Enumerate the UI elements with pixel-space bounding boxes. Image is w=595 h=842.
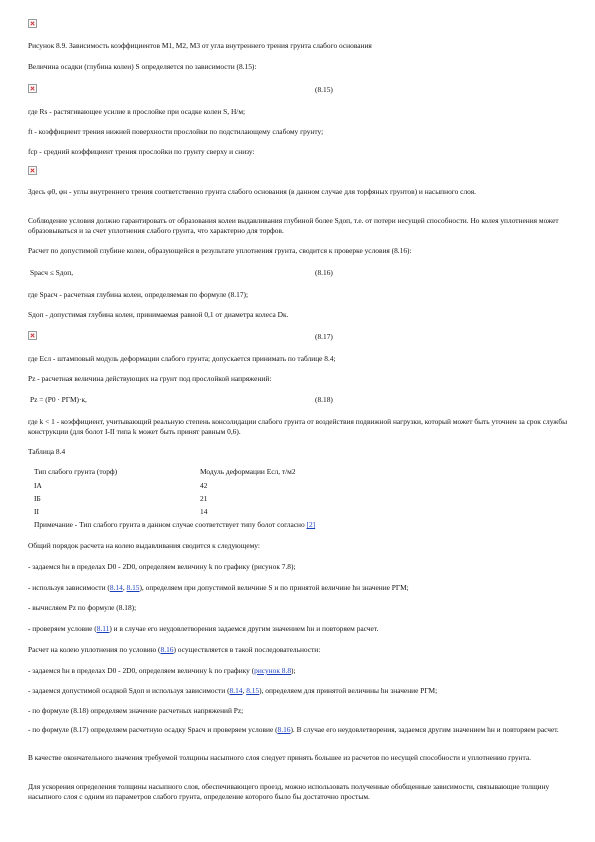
list-item-text: - проверяем условие (	[28, 624, 97, 633]
equation: Pz = (P0 · PГМ)·к,	[30, 395, 87, 404]
list-item-text: ,	[242, 686, 247, 695]
figure-caption: Рисунок 8.9. Зависимость коэффициентов M1, M2, M3 от угла внутреннего трения грунта слабого основания	[28, 41, 372, 50]
paragraph: Величина осадки (глубина колеи) S определяется по зависимости (8.15):	[28, 62, 257, 71]
table-cell: II	[34, 507, 39, 516]
equation-number: (8.16)	[315, 268, 333, 277]
reference-link[interactable]: [2]	[306, 520, 316, 529]
definition-line: где Eсл - штамповый модуль деформации слабого грунта; допускается принимать по таблице 8.4;	[28, 354, 336, 363]
paragraph-text: ) осуществляется в такой последовательности:	[173, 645, 321, 654]
table-cell: IA	[34, 481, 42, 490]
table-cell: 42	[200, 481, 208, 490]
list-item	[28, 686, 437, 696]
list-item: - по формуле (8.18) определяем значение расчетных напряжений Pz;	[28, 706, 244, 715]
definition-line: Pz - расчетная величина действующих на грунт под прослойкой напряжений:	[28, 374, 272, 383]
equation-number: (8.15)	[315, 85, 333, 94]
list-item-text: - задаемся допустимой осадкой Sдоп и используя зависимости (	[28, 686, 230, 695]
list-item	[28, 624, 378, 634]
list-item	[28, 583, 409, 593]
definition-line: где Rs - растягивающее усилие в прослойке при осадке колеи S, Н/м;	[28, 107, 246, 116]
table-header-cell: Тип слабого грунта (торф)	[34, 467, 118, 476]
formula-link-8-11[interactable]: 8.11	[96, 624, 110, 633]
formula-link-8-14[interactable]: 8.14	[109, 583, 123, 592]
equation: Sрасч ≤ Sдоп,	[30, 268, 74, 277]
paragraph: Соблюдение условия должно гарантировать от образования колеи выдавливания глубиной более Sдоп, т.е. от потери несущей способности. Но колея уплотнения может образовываться и за счет уплотнения слабого грунта, что характерно для торфов.	[28, 216, 559, 235]
broken-image-icon	[28, 84, 37, 93]
list-item: - вычисляем Pz по формуле (8.18);	[28, 603, 137, 612]
list-item-text: - по формуле (8.17) определяем расчетную осадку Sрасч и проверяем условие (	[28, 725, 278, 734]
paragraph: Общий порядок расчета на колею выдавливания сводится к следующему:	[28, 541, 260, 550]
broken-image-icon	[28, 331, 37, 340]
table-title: Таблица 8.4	[28, 447, 66, 456]
list-item-text: ), определяем при допустимой величине S и по принятой величине hн значение PГМ;	[139, 583, 409, 592]
paragraph: где k < 1 - коэффициент, учитывающий реальную степень консолидации слабого грунта от воздействия подвижной нагрузки, который может быть уточнен за срок службы конструкции (для болот I-II типа k может быть принят равным 0,6).	[28, 417, 568, 436]
paragraph: В качестве окончательного значения требуемой толщины насыпного слоя следует принять большее из расчетов по несущей способности и уплотнению грунта.	[28, 753, 531, 762]
table-header-cell: Модуль деформации Eсл, т/м2	[200, 467, 296, 476]
list-item-text: - используя зависимости (	[28, 583, 110, 592]
equation-number: (8.18)	[315, 395, 333, 404]
definition-line: fср - средний коэффициент трения прослойки по грунту сверху и снизу:	[28, 147, 255, 156]
table-note	[34, 520, 315, 530]
figure-link-8-8[interactable]: рисунок 8.8	[254, 666, 292, 675]
list-item-text: );	[291, 666, 296, 675]
definition-line: Sдоп - допустимая глубина колеи, принимаемая равной 0,1 от диаметра колеса Dк.	[28, 310, 289, 319]
list-item	[28, 666, 296, 676]
broken-image-icon	[28, 166, 37, 175]
list-item-text: ,	[122, 583, 127, 592]
equation-number: (8.17)	[315, 332, 333, 341]
table-note-text: Примечание - Тип слабого грунта в данном случае соответствует типу болот согласно	[34, 520, 307, 529]
formula-link-8-15[interactable]: 8.15	[246, 686, 260, 695]
paragraph: Для ускорения определения толщины насыпного слоя, обеспечивающего проезд, можно использовать полученные обобщенные зависимости, связывающие толщину насыпного слоя с одним из параметров слабого грунта, определение которого было бы достаточно простым.	[28, 782, 550, 801]
list-item-text: ). В случае его неудовлетворения, задаемся другим значением hн и повторяем расчет.	[290, 725, 559, 734]
list-item-text: - задаемся hн в пределах D0 - 2D0, определяем величину k по графику (	[28, 666, 255, 675]
formula-link-8-16[interactable]: 8.16	[277, 725, 291, 734]
formula-link-8-16[interactable]: 8.16	[160, 645, 174, 654]
list-item-text: ) и в случае его неудовлетворения задаемся другим значением hн и повторяем расчет.	[109, 624, 379, 633]
list-item	[28, 725, 568, 735]
paragraph-text: Расчет на колею уплотнения по условию (	[28, 645, 161, 654]
definition-line: где Sрасч - расчетная глубина колеи, определяемая по формуле (8.17);	[28, 290, 249, 299]
list-item: - задаемся hн в пределах D0 - 2D0, определяем величину k по графику (рисунок 7.8);	[28, 562, 296, 571]
broken-image-icon	[28, 19, 37, 28]
table-cell: 14	[200, 507, 208, 516]
list-item-text: ), определяем для принятой величины hн значение PГМ;	[259, 686, 438, 695]
formula-link-8-15[interactable]: 8.15	[126, 583, 140, 592]
paragraph	[28, 645, 320, 655]
definition-line: ft - коэффициент трения нижней поверхности прослойки по подстилающему слабому грунту;	[28, 127, 324, 136]
formula-link-8-14[interactable]: 8.14	[229, 686, 243, 695]
paragraph: Здесь φ0, φн - углы внутреннего трения соответственно грунта слабого основания (в данном случае для торфяных грунтов) и насыпного слоя.	[28, 187, 476, 196]
table-cell: IБ	[34, 494, 41, 503]
table-cell: 21	[200, 494, 208, 503]
paragraph: Расчет по допустимой глубине колеи, образующейся в результате уплотнения грунта, сводится к проверке условия (8.16):	[28, 246, 412, 255]
